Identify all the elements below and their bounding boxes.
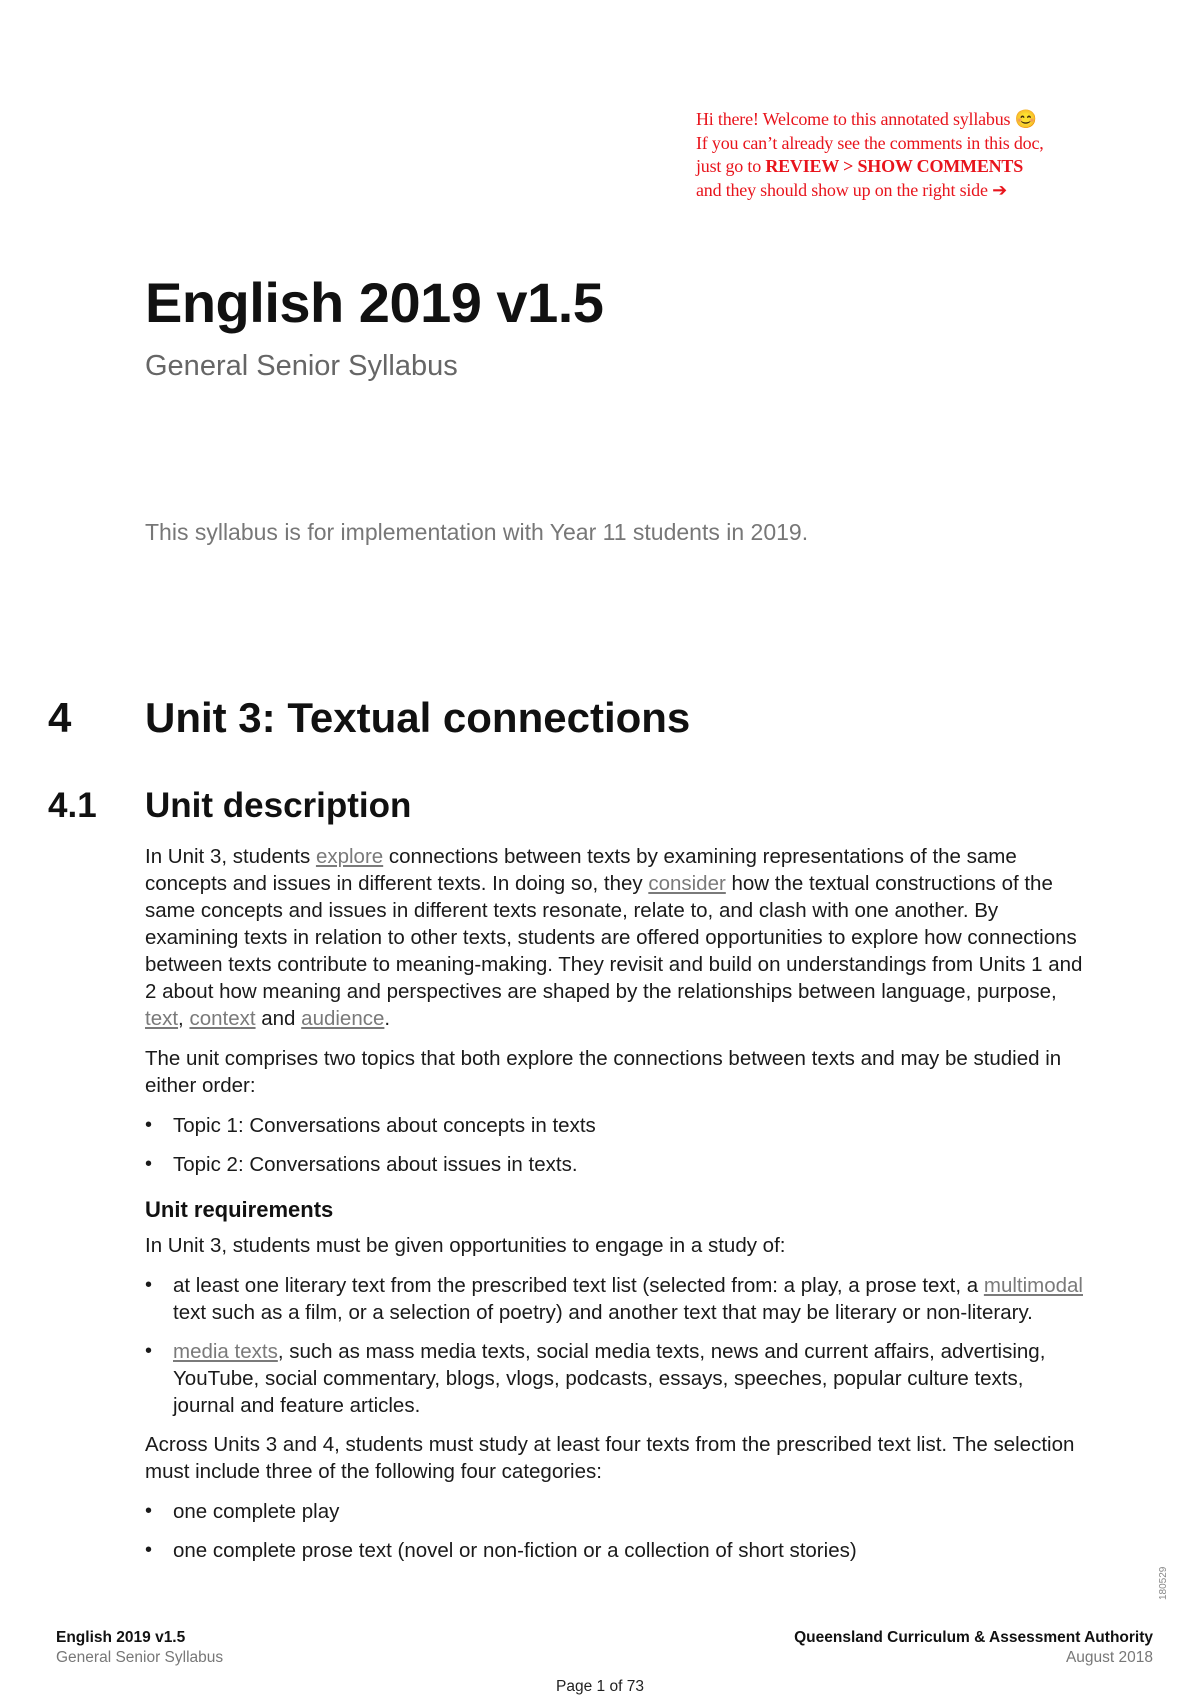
- list-item: • Topic 2: Conversations about issues in texts.: [145, 1151, 1090, 1178]
- list-item: • at least one literary text from the prescribed text list (selected from: a play, a prose text, a multimodal text such as a film, or a selection of poetry) and another text that may be literary or non-literary.: [145, 1272, 1090, 1326]
- footer-document-title: English 2019 v1.5: [56, 1629, 186, 1646]
- glossary-link-audience[interactable]: audience: [301, 1007, 385, 1030]
- glossary-link-text[interactable]: text: [145, 1007, 179, 1030]
- footer-date: August 2018: [1065, 1649, 1153, 1666]
- footer-left: [56, 1628, 223, 1668]
- subsection-heading: [48, 786, 411, 826]
- glossary-link-media-texts[interactable]: media texts: [173, 1340, 278, 1363]
- glossary-link-context[interactable]: context: [189, 1007, 256, 1030]
- annotation-line: If you can’t already see the comments in this doc,: [696, 132, 1044, 153]
- section-title: Unit 3: Textual connections: [145, 694, 691, 741]
- section-number: 4: [48, 694, 72, 741]
- requirements-list: [145, 1272, 1090, 1419]
- document-subtitle: General Senior Syllabus: [145, 350, 458, 382]
- glossary-link-consider[interactable]: consider: [648, 872, 726, 895]
- list-item: • one complete play: [145, 1498, 1090, 1525]
- footer-right: [794, 1628, 1153, 1668]
- list-item: • one complete prose text (novel or non-fiction or a collection of short stories): [145, 1537, 1090, 1564]
- annotation-line: Hi there! Welcome to this annotated syllabus 😊: [696, 109, 1037, 129]
- implementation-note: This syllabus is for implementation with Year 11 students in 2019.: [145, 519, 809, 545]
- annotation-line: and they should show up on the right side ➔: [696, 179, 1007, 200]
- category-list: [145, 1498, 1090, 1564]
- subsection-title: Unit description: [145, 786, 412, 825]
- document-code: 180529: [1158, 1566, 1169, 1600]
- requirements-heading: Unit requirements: [145, 1197, 334, 1222]
- list-item: • Topic 1: Conversations about concepts in texts: [145, 1112, 1090, 1139]
- annotation-note: [696, 108, 1116, 202]
- glossary-link-explore[interactable]: explore: [315, 845, 384, 868]
- requirements-paragraph: Across Units 3 and 4, students must study at least four texts from the prescribed text list. The selection must include three of the following four categories:: [145, 1433, 1075, 1483]
- topic-list: [145, 1112, 1090, 1178]
- requirements-intro: In Unit 3, students must be given opportunities to engage in a study of:: [145, 1234, 786, 1257]
- annotation-line: just go to REVIEW > SHOW COMMENTS: [696, 156, 1024, 176]
- section-heading: [48, 694, 690, 742]
- footer-document-subtitle: General Senior Syllabus: [56, 1649, 224, 1666]
- page-number: Page 1 of 73: [556, 1678, 644, 1695]
- list-item: • media texts, such as mass media texts, social media texts, news and current affairs, advertising, YouTube, social commentary, blogs, vlogs, podcasts, essays, speeches, popular culture texts, journal and feature articles.: [145, 1338, 1090, 1419]
- annotation-emphasis: REVIEW > SHOW COMMENTS: [765, 156, 1024, 176]
- description-paragraph: The unit comprises two topics that both explore the connections between texts and may be studied in either order:: [145, 1047, 1062, 1097]
- document-title: English 2019 v1.5: [145, 271, 604, 334]
- subsection-number: 4.1: [48, 786, 97, 825]
- description-paragraph: In Unit 3, students explore connections between texts by examining representations of the same concepts and issues in different texts. In doing so, they consider how the textual constructions of the same concepts and issues in different texts resonate, relate to, and clash with one another. By examining texts in relation to other texts, students are offered opportunities to explore how connections between texts contribute to meaning-making. They revisit and build on understandings from Units 1 and 2 about how meaning and perspectives are shaped by the relationships between language, purpose, text, context and audience.: [145, 845, 1083, 1030]
- footer-organisation: Queensland Curriculum & Assessment Authority: [794, 1629, 1153, 1646]
- glossary-link-multimodal[interactable]: multimodal: [983, 1274, 1083, 1297]
- unit-description-body: [145, 843, 1090, 1576]
